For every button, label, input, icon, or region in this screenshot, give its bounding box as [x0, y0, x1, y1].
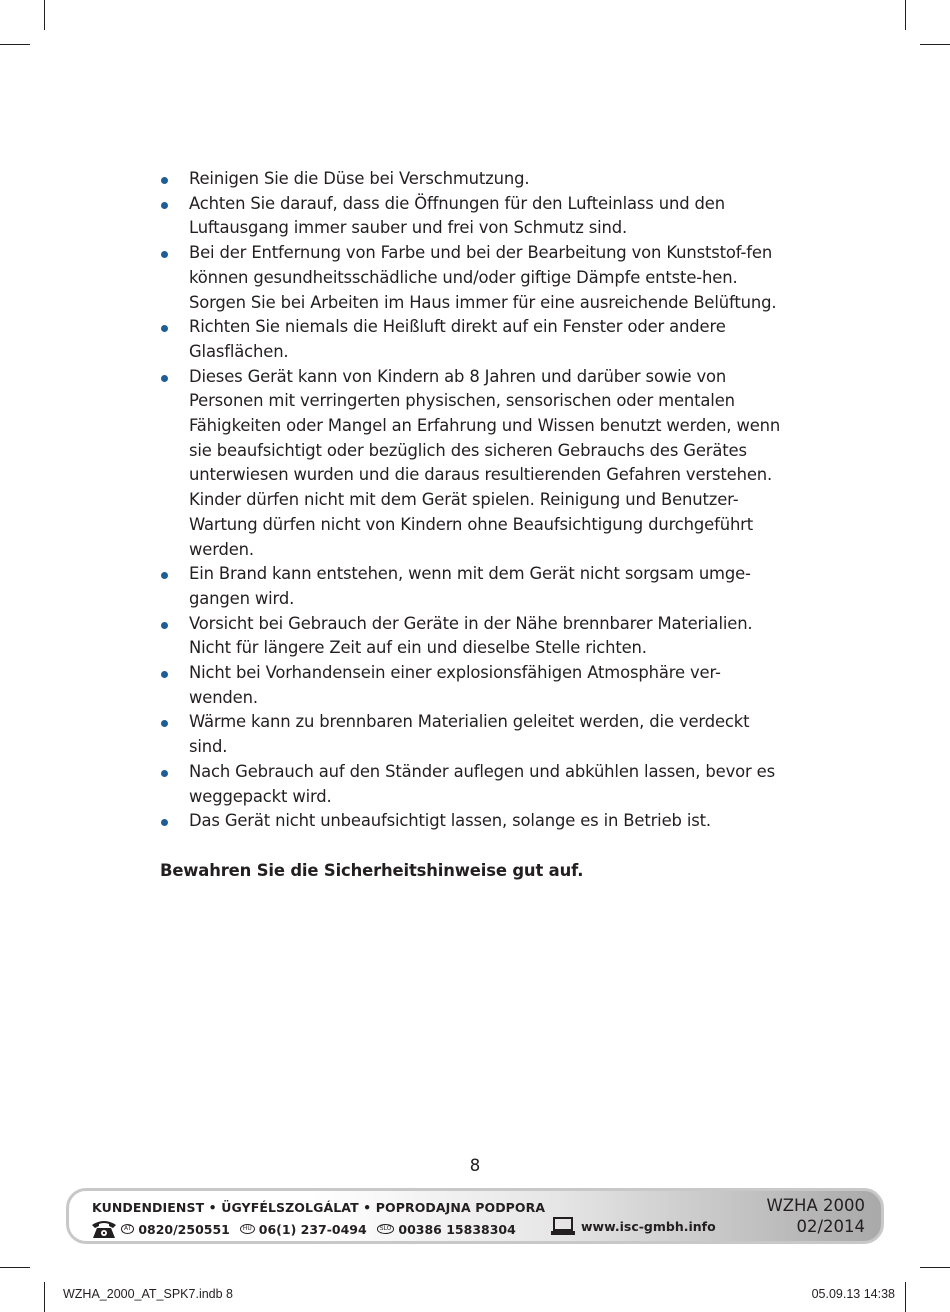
bullet-icon [161, 572, 168, 579]
bullet-icon [161, 251, 168, 258]
bullet-icon [161, 622, 168, 629]
crop-mark [920, 44, 950, 45]
closing-note: Bewahren Sie die Sicherheitshinweise gut auf. [160, 860, 584, 880]
list-item-text: Achten Sie darauf, dass die Öffnungen für den Lufteinlass und den Luftausgang immer sauber und frei von Schmutz sind. [189, 193, 725, 238]
list-item-text: Reinigen Sie die Düse bei Verschmutzung. [189, 169, 530, 188]
list-item-text: Das Gerät nicht unbeaufsichtigt lassen, solange es in Betrieb ist. [189, 811, 711, 831]
list-item-text: Bei der Entfernung von Farbe und bei der Bearbeitung von Kunststof-fen können gesundheitsschädliche und/oder giftige Dämpfe entste-hen. Sorgen Sie bei Arbeiten im Haus immer für eine ausreichende Belüftung. [189, 243, 777, 312]
country-code-badge: AT [121, 1224, 134, 1234]
safety-instructions [160, 167, 786, 883]
phone-contacts [91, 1219, 526, 1239]
phone-number: 06(1) 237-0494 [258, 1221, 367, 1237]
bullet-icon [161, 770, 168, 777]
crop-mark [905, 0, 906, 30]
list-item [160, 167, 786, 192]
list-item [160, 315, 786, 364]
crop-mark [0, 44, 30, 45]
bullet-icon [161, 202, 168, 209]
crop-mark [920, 1267, 950, 1268]
list-item-text: Wärme kann zu brennbaren Materialien geleitet werden, die verdeckt sind. [189, 712, 750, 757]
model-info [766, 1195, 865, 1237]
list-item-text: Ein Brand kann entstehen, wenn mit dem Gerät nicht sorgsam umge-gangen wird. [189, 564, 751, 608]
bullet-icon [161, 325, 168, 332]
edition-date: 02/2014 [796, 1217, 865, 1236]
model-name: WZHA 2000 [766, 1196, 865, 1215]
website-contact [551, 1216, 716, 1236]
list-item [160, 612, 786, 661]
bullet-list [160, 167, 786, 834]
crop-mark [44, 1282, 45, 1312]
bullet-icon [161, 819, 168, 826]
service-title: KUNDENDIENST • ÜGYFÉLSZOLGÁLAT • POPRODAJNA PODPORA [92, 1200, 546, 1215]
list-item [160, 562, 786, 611]
list-item [160, 192, 786, 241]
list-item-text: Vorsicht bei Gebrauch der Geräte in der Nähe brennbarer Materialien. Nicht für längere Zeit auf ein und dieselbe Stelle richten. [189, 613, 753, 658]
crop-mark [0, 1267, 30, 1268]
laptop-icon [551, 1216, 575, 1236]
bullet-icon [161, 177, 168, 184]
phone-number: 00386 15838304 [398, 1221, 516, 1237]
service-footer [66, 1188, 884, 1244]
crop-mark [905, 1282, 906, 1312]
list-item-text: Nach Gebrauch auf den Ständer auflegen und abkühlen lassen, bevor es weggepackt wird. [189, 761, 776, 806]
slug-timestamp: 05.09.13 14:38 [811, 1287, 895, 1301]
list-item [160, 365, 786, 563]
crop-mark [44, 0, 45, 30]
list-item-text: Dieses Gerät kann von Kindern ab 8 Jahren und darüber sowie von Personen mit verringerten physischen, sensorischen oder mentalen Fähigkeiten oder Mangel an Erfahrung und Wissen benutzt werden, wenn sie beaufsichtigt oder bezüglich des sicheren Gebrauchs des Gerätes unterwiesen wurden und die daraus resultierenden Gefahren verstehen. Kinder dürfen nicht mit dem Gerät spielen. Reinigung und Benutzer-Wartung dürfen nicht von Kindern ohne Beaufsichtigung durchgeführt werden. [189, 366, 781, 559]
bullet-icon [161, 671, 168, 678]
slug-filename: WZHA_2000_AT_SPK7.indb 8 [63, 1287, 234, 1301]
list-item [160, 241, 786, 315]
telephone-icon [91, 1219, 117, 1239]
list-item-text: Richten Sie niemals die Heißluft direkt auf ein Fenster oder andere Glasflächen. [189, 317, 726, 361]
page-number: 8 [469, 1156, 481, 1175]
list-item [160, 809, 786, 834]
country-code-badge: HU [240, 1224, 255, 1234]
bullet-icon [161, 375, 168, 382]
phone-number: 0820/250551 [138, 1221, 230, 1237]
list-item [160, 661, 786, 710]
country-code-badge: SLO [377, 1224, 395, 1234]
website-link[interactable]: www.isc-gmbh.info [581, 1218, 716, 1234]
list-item [160, 760, 786, 809]
list-item-text: Nicht bei Vorhandensein einer explosionsfähigen Atmosphäre ver-wenden. [189, 663, 721, 707]
list-item [160, 710, 786, 759]
bullet-icon [161, 720, 168, 727]
